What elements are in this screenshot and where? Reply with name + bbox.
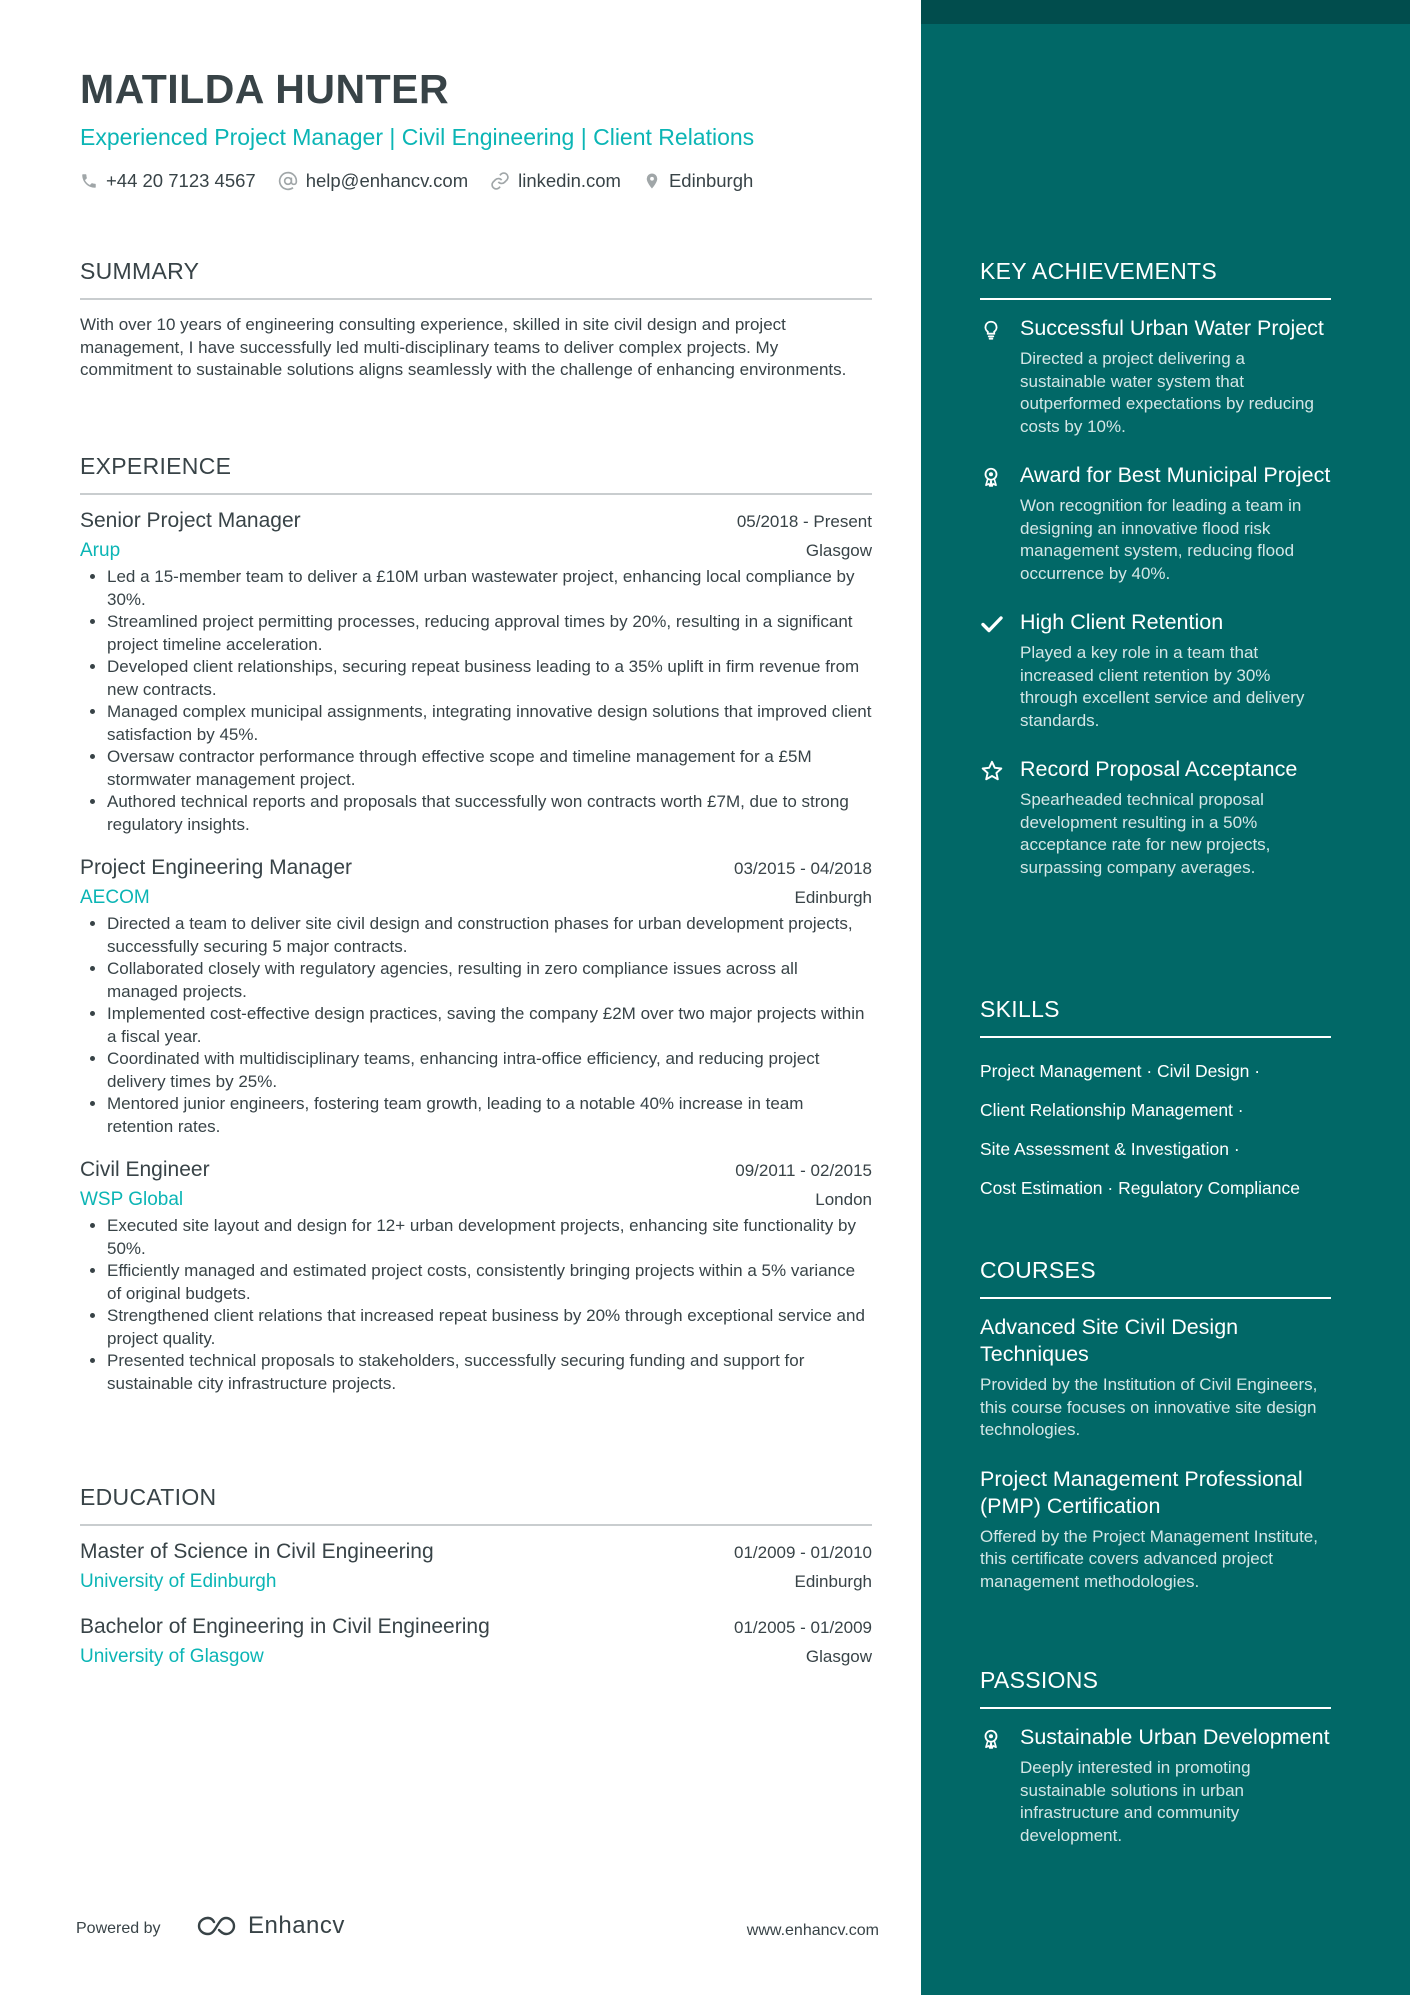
achievement-list	[980, 315, 1331, 879]
passion-item-body	[1020, 1724, 1331, 1847]
summary-section	[80, 258, 872, 382]
bullet-item: • Executed site layout and design for 12+ urban development projects, enhancing site functionality by 50%.	[107, 1215, 872, 1260]
job-title: Civil Engineer	[80, 1158, 210, 1181]
enhancv-brand[interactable]	[194, 1912, 345, 1940]
award-icon	[980, 1724, 1020, 1847]
job-title: Senior Project Manager	[80, 509, 301, 532]
achievement-item-description: Won recognition for leading a team in designing an innovative flood risk management system, reducing flood occurrence by 40%.	[1020, 496, 1302, 583]
skill-line: Site Assessment & Investigation ·	[980, 1139, 1240, 1159]
achievements-title: KEY ACHIEVEMENTS	[980, 258, 1331, 300]
bullet-item: • Implemented cost-effective design practices, saving the company £2M over two major projects within a fiscal year.	[107, 1003, 872, 1048]
course-item	[980, 1466, 1331, 1594]
course-title: Project Management Professional (PMP) Certification	[980, 1466, 1303, 1518]
contact-email[interactable]	[278, 170, 468, 192]
lightbulb-icon	[980, 315, 1020, 438]
achievement-item-body	[1020, 315, 1331, 438]
email-text: help@enhancv.com	[305, 170, 469, 191]
experience-section	[80, 453, 872, 1395]
experience-title: EXPERIENCE	[80, 453, 872, 495]
bullet-item: • Developed client relationships, securing repeat business leading to a 35% uplift in firm revenue from new contracts.	[107, 656, 872, 701]
achievement-item-description: Played a key role in a team that increased client retention by 30% through excellent service and delivery standards.	[1020, 643, 1305, 730]
school-name[interactable]: University of Edinburgh	[80, 1571, 277, 1592]
candidate-name: MATILDA HUNTER	[80, 66, 450, 112]
bullet-item: • Mentored junior engineers, fostering team growth, leading to a notable 40% increase in team retention rates.	[107, 1093, 872, 1138]
contact-phone[interactable]	[80, 170, 256, 192]
education-date: 01/2009 - 01/2010	[733, 1543, 872, 1562]
job-entry	[80, 1158, 872, 1395]
bullet-item: • Oversaw contractor performance through effective scope and timeline management for a £5M stormwater management project.	[107, 746, 872, 791]
achievements-section	[980, 258, 1331, 879]
achievement-item-body	[1020, 609, 1331, 732]
linkedin-text: linkedin.com	[518, 170, 621, 191]
passion-list	[980, 1724, 1331, 1847]
candidate-tagline: Experienced Project Manager | Civil Engineering | Client Relations	[80, 124, 755, 150]
phone-text: +44 20 7123 4567	[106, 170, 256, 191]
bullet-item: • Directed a team to deliver site civil design and construction phases for urban development projects, successfully securing 5 major contracts.	[107, 913, 872, 958]
skill-line: Client Relationship Management ·	[980, 1100, 1244, 1120]
education-section	[80, 1484, 872, 1668]
achievement-item-title: Successful Urban Water Project	[1020, 316, 1324, 340]
job-bullets	[80, 566, 872, 836]
course-list	[980, 1314, 1331, 1593]
degree-title: Master of Science in Civil Engineering	[80, 1540, 434, 1563]
contact-linkedin[interactable]	[490, 170, 621, 192]
job-header-row	[80, 1158, 872, 1182]
job-company-row	[80, 887, 872, 909]
education-location: Glasgow	[805, 1647, 872, 1666]
education-school-row	[80, 1571, 872, 1593]
job-date: 05/2018 - Present	[736, 512, 872, 531]
link-icon	[490, 171, 510, 191]
achievement-item-title: Award for Best Municipal Project	[1020, 463, 1331, 487]
bullet-item: • Presented technical proposals to stakeholders, successfully securing funding and support for sustainable city infrastructure projects.	[107, 1350, 872, 1395]
education-header-row	[80, 1615, 872, 1639]
courses-section	[980, 1257, 1331, 1593]
location-text: Edinburgh	[668, 170, 754, 191]
enhancv-logo-icon	[194, 1914, 240, 1938]
job-header-row	[80, 856, 872, 880]
contact-location	[643, 170, 753, 192]
bullet-item: • Strengthened client relations that increased repeat business by 20% through exceptional service and project quality.	[107, 1305, 872, 1350]
education-entry	[80, 1540, 872, 1593]
school-name[interactable]: University of Glasgow	[80, 1646, 264, 1667]
job-location: Edinburgh	[794, 888, 872, 907]
checkmark-icon	[980, 609, 1020, 732]
job-title: Project Engineering Manager	[80, 856, 352, 879]
achievement-item-body	[1020, 756, 1331, 879]
achievement-item-description: Directed a project delivering a sustainable water system that outperformed expectations by reducing costs by 10%.	[1020, 349, 1314, 436]
achievement-item-body	[1020, 462, 1331, 585]
location-pin-icon	[643, 171, 661, 191]
job-entry	[80, 509, 872, 836]
passions-title: PASSIONS	[980, 1667, 1331, 1709]
footer	[76, 1912, 879, 1952]
passion-item-title: Sustainable Urban Development	[1020, 1725, 1330, 1749]
award-icon	[980, 462, 1020, 585]
job-bullets	[80, 1215, 872, 1395]
passion-item	[980, 1724, 1331, 1847]
achievement-item-title: High Client Retention	[1020, 610, 1224, 634]
job-entry	[80, 856, 872, 1138]
brand-name: Enhancv	[248, 1912, 345, 1939]
achievement-item-description: Spearheaded technical proposal development resulting in a 50% acceptance rate for new projects, surpassing company averages.	[1020, 790, 1271, 877]
achievement-item	[980, 315, 1331, 438]
bullet-item: • Authored technical reports and proposals that successfully won contracts worth £7M, due to strong regulatory insights.	[107, 791, 872, 836]
skills-title: SKILLS	[980, 996, 1331, 1038]
degree-title: Bachelor of Engineering in Civil Engineering	[80, 1615, 490, 1638]
job-date: 09/2011 - 02/2015	[735, 1161, 872, 1180]
skill-line: Cost Estimation · Regulatory Compliance	[980, 1178, 1300, 1198]
at-sign-icon	[278, 171, 298, 191]
powered-by-text: Powered by	[76, 1920, 161, 1937]
achievement-item	[980, 609, 1331, 732]
passion-item-description: Deeply interested in promoting sustainable solutions in urban infrastructure and community development.	[1020, 1758, 1251, 1845]
course-item	[980, 1314, 1331, 1442]
education-title: EDUCATION	[80, 1484, 872, 1526]
course-title: Advanced Site Civil Design Techniques	[980, 1315, 1239, 1366]
bullet-item: • Efficiently managed and estimated project costs, consistently bringing projects within a 5% variance of original budgets.	[107, 1260, 872, 1305]
star-icon	[980, 756, 1020, 879]
job-company-row	[80, 1189, 872, 1211]
company-name[interactable]: Arup	[80, 540, 121, 561]
achievement-item	[980, 756, 1331, 879]
company-name[interactable]: AECOM	[80, 887, 150, 908]
education-entry	[80, 1615, 872, 1668]
job-location: London	[815, 1190, 872, 1209]
job-bullets	[80, 913, 872, 1138]
skill-list	[980, 1052, 1331, 1208]
skill-line: Project Management · Civil Design ·	[980, 1061, 1261, 1081]
job-header-row	[80, 509, 872, 533]
course-description: Offered by the Project Management Institute, this certificate covers advanced project management methodologies.	[980, 1526, 1318, 1591]
job-list	[80, 509, 872, 1395]
education-school-row	[80, 1646, 872, 1668]
bullet-item: • Led a 15-member team to deliver a £10M urban wastewater project, enhancing local compliance by 30%.	[107, 566, 872, 611]
education-header-row	[80, 1540, 872, 1564]
job-date: 03/2015 - 04/2018	[733, 859, 872, 878]
courses-title: COURSES	[980, 1257, 1331, 1299]
education-location: Edinburgh	[794, 1572, 872, 1591]
bullet-item: • Coordinated with multidisciplinary teams, enhancing intra-office efficiency, and reducing project delivery times by 25%.	[107, 1048, 872, 1093]
achievement-item-title: Record Proposal Acceptance	[1020, 757, 1298, 781]
job-location: Glasgow	[805, 541, 872, 560]
education-date: 01/2005 - 01/2009	[733, 1618, 872, 1637]
bullet-item: • Collaborated closely with regulatory agencies, resulting in zero compliance issues across all managed projects.	[107, 958, 872, 1003]
achievement-item	[980, 462, 1331, 585]
passions-section	[980, 1667, 1331, 1847]
job-company-row	[80, 540, 872, 562]
company-name[interactable]: WSP Global	[80, 1189, 184, 1210]
summary-title: SUMMARY	[80, 258, 872, 300]
course-description: Provided by the Institution of Civil Engineers, this course focuses on innovative site design technologies.	[980, 1375, 1318, 1439]
education-list	[80, 1540, 872, 1668]
phone-icon	[80, 172, 98, 190]
website-link[interactable]: www.enhancv.com	[746, 1922, 879, 1939]
contact-bar	[80, 170, 775, 192]
bullet-item: • Managed complex municipal assignments, integrating innovative design solutions that improved client satisfaction by 45%.	[107, 701, 872, 746]
bullet-item: • Streamlined project permitting processes, reducing approval times by 20%, resulting in a significant project timeline acceleration.	[107, 611, 872, 656]
skills-section	[980, 996, 1331, 1208]
sidebar-top-band	[921, 0, 1410, 24]
summary-text: With over 10 years of engineering consulting experience, skilled in site civil design and project management, I have successfully led multi-disciplinary teams to deliver complex projects. My commitment to sustainable solutions aligns seamlessly with the challenge of enhancing environments.	[80, 315, 847, 379]
